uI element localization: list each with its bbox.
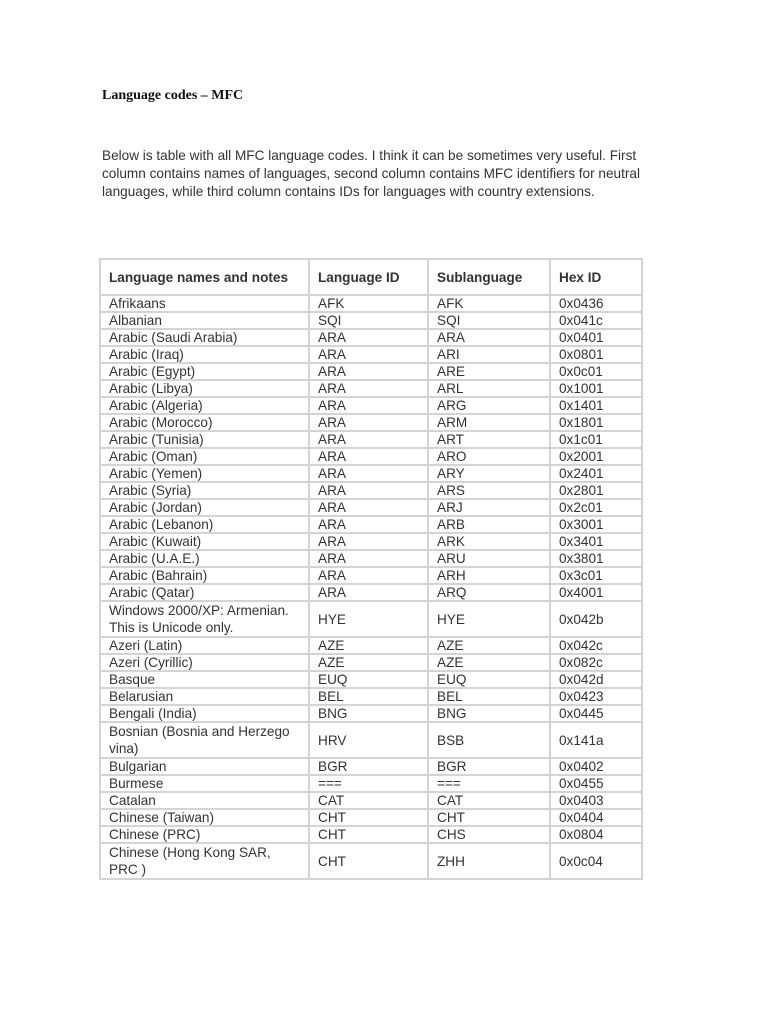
- cell-language-name: Catalan: [100, 792, 309, 809]
- cell-language-id: ARA: [309, 448, 428, 465]
- cell-language-id: BNG: [309, 705, 428, 722]
- cell-language-name: Burmese: [100, 775, 309, 792]
- cell-sublanguage: AZE: [428, 637, 550, 654]
- cell-language-id: ARA: [309, 363, 428, 380]
- table-row: [100, 671, 642, 688]
- cell-language-id: SQI: [309, 312, 428, 329]
- table-row: [100, 758, 642, 775]
- cell-language-id: AZE: [309, 654, 428, 671]
- cell-sublanguage: ARQ: [428, 584, 550, 601]
- column-header-language-id: Language ID: [309, 259, 428, 295]
- cell-language-name: Arabic (U.A.E.): [100, 550, 309, 567]
- intro-paragraph: Below is table with all MFC language codes. I think it can be sometimes very useful. First column contains names of languages, second column contains MFC identifiers for neutral languages, while third column contains IDs for languages with country extensions.: [102, 148, 640, 199]
- cell-language-id: ARA: [309, 414, 428, 431]
- cell-language-name: Arabic (Qatar): [100, 584, 309, 601]
- table-row: [100, 312, 642, 329]
- cell-hex-id: 0x1c01: [550, 431, 642, 448]
- cell-sublanguage: AZE: [428, 654, 550, 671]
- cell-language-id: ARA: [309, 465, 428, 482]
- column-header-hex-id: Hex ID: [550, 259, 642, 295]
- language-codes-table: [99, 258, 643, 880]
- cell-language-name: Bulgarian: [100, 758, 309, 775]
- cell-hex-id: 0x042b: [550, 601, 642, 637]
- table-row: [100, 448, 642, 465]
- table-row: [100, 431, 642, 448]
- cell-language-name: Arabic (Tunisia): [100, 431, 309, 448]
- table-row: [100, 843, 642, 879]
- cell-language-id: BGR: [309, 758, 428, 775]
- cell-sublanguage: ===: [428, 775, 550, 792]
- cell-hex-id: 0x0804: [550, 826, 642, 843]
- cell-language-id: ARA: [309, 533, 428, 550]
- cell-sublanguage: SQI: [428, 312, 550, 329]
- cell-language-id: CHT: [309, 809, 428, 826]
- cell-language-name: Azeri (Cyrillic): [100, 654, 309, 671]
- cell-language-id: HYE: [309, 601, 428, 637]
- cell-language-id: ARA: [309, 431, 428, 448]
- cell-sublanguage: ARK: [428, 533, 550, 550]
- table-row: [100, 414, 642, 431]
- cell-sublanguage: ARH: [428, 567, 550, 584]
- cell-sublanguage: ZHH: [428, 843, 550, 879]
- table-row: [100, 465, 642, 482]
- table-row: [100, 809, 642, 826]
- table-row: [100, 329, 642, 346]
- cell-language-name: Chinese (Hong Kong SAR, PRC ): [100, 843, 309, 879]
- cell-hex-id: 0x042c: [550, 637, 642, 654]
- cell-language-id: AZE: [309, 637, 428, 654]
- cell-sublanguage: BSB: [428, 722, 550, 758]
- cell-language-id: ARA: [309, 380, 428, 397]
- cell-hex-id: 0x082c: [550, 654, 642, 671]
- cell-language-id: CHT: [309, 843, 428, 879]
- table-row: [100, 499, 642, 516]
- cell-language-name: Azeri (Latin): [100, 637, 309, 654]
- cell-sublanguage: CHS: [428, 826, 550, 843]
- cell-hex-id: 0x0404: [550, 809, 642, 826]
- cell-language-name: Chinese (Taiwan): [100, 809, 309, 826]
- cell-language-id: CAT: [309, 792, 428, 809]
- cell-hex-id: 0x0c04: [550, 843, 642, 879]
- cell-sublanguage: ARI: [428, 346, 550, 363]
- table-row: [100, 637, 642, 654]
- cell-hex-id: 0x0445: [550, 705, 642, 722]
- cell-language-name: Afrikaans: [100, 295, 309, 312]
- cell-hex-id: 0x1401: [550, 397, 642, 414]
- cell-sublanguage: ARJ: [428, 499, 550, 516]
- table-row: [100, 775, 642, 792]
- cell-language-id: BEL: [309, 688, 428, 705]
- cell-sublanguage: BNG: [428, 705, 550, 722]
- table-header-row: [100, 259, 642, 295]
- cell-sublanguage: CHT: [428, 809, 550, 826]
- cell-language-id: ARA: [309, 584, 428, 601]
- cell-language-id: ARA: [309, 567, 428, 584]
- table-row: [100, 722, 642, 758]
- cell-language-name: Arabic (Bahrain): [100, 567, 309, 584]
- column-header-sublanguage: Sublanguage: [428, 259, 550, 295]
- cell-hex-id: 0x0801: [550, 346, 642, 363]
- table-row: [100, 550, 642, 567]
- cell-sublanguage: ARM: [428, 414, 550, 431]
- cell-language-name: Bengali (India): [100, 705, 309, 722]
- cell-language-name: Arabic (Libya): [100, 380, 309, 397]
- cell-language-name: Arabic (Morocco): [100, 414, 309, 431]
- cell-hex-id: 0x042d: [550, 671, 642, 688]
- cell-hex-id: 0x1001: [550, 380, 642, 397]
- cell-hex-id: 0x3801: [550, 550, 642, 567]
- table-row: [100, 826, 642, 843]
- cell-language-id: ARA: [309, 550, 428, 567]
- cell-language-id: ARA: [309, 329, 428, 346]
- cell-language-name: Basque: [100, 671, 309, 688]
- cell-language-name: Arabic (Yemen): [100, 465, 309, 482]
- table-row: [100, 295, 642, 312]
- cell-sublanguage: EUQ: [428, 671, 550, 688]
- cell-language-id: AFK: [309, 295, 428, 312]
- column-header-language-name: Language names and notes: [100, 259, 309, 295]
- table-row: [100, 567, 642, 584]
- cell-language-name: Windows 2000/XP: Armenian. This is Unicode only.: [100, 601, 309, 637]
- cell-language-name: Arabic (Saudi Arabia): [100, 329, 309, 346]
- cell-language-name: Belarusian: [100, 688, 309, 705]
- table-row: [100, 705, 642, 722]
- cell-language-name: Arabic (Jordan): [100, 499, 309, 516]
- cell-language-name: Arabic (Algeria): [100, 397, 309, 414]
- cell-hex-id: 0x1801: [550, 414, 642, 431]
- cell-hex-id: 0x041c: [550, 312, 642, 329]
- cell-hex-id: 0x0402: [550, 758, 642, 775]
- cell-hex-id: 0x0401: [550, 329, 642, 346]
- table-row: [100, 380, 642, 397]
- cell-hex-id: 0x3401: [550, 533, 642, 550]
- cell-sublanguage: ARA: [428, 329, 550, 346]
- cell-hex-id: 0x2001: [550, 448, 642, 465]
- cell-sublanguage: BEL: [428, 688, 550, 705]
- cell-language-name: Arabic (Oman): [100, 448, 309, 465]
- cell-language-name: Bosnian (Bosnia and Herzego vina): [100, 722, 309, 758]
- cell-hex-id: 0x0c01: [550, 363, 642, 380]
- cell-language-name: Arabic (Lebanon): [100, 516, 309, 533]
- cell-sublanguage: ARE: [428, 363, 550, 380]
- cell-hex-id: 0x0455: [550, 775, 642, 792]
- cell-language-name: Arabic (Kuwait): [100, 533, 309, 550]
- cell-language-name: Arabic (Syria): [100, 482, 309, 499]
- cell-hex-id: 0x3c01: [550, 567, 642, 584]
- cell-language-id: ARA: [309, 346, 428, 363]
- cell-sublanguage: ARS: [428, 482, 550, 499]
- cell-language-name: Arabic (Egypt): [100, 363, 309, 380]
- cell-language-id: ARA: [309, 499, 428, 516]
- cell-sublanguage: ARO: [428, 448, 550, 465]
- table-row: [100, 533, 642, 550]
- cell-hex-id: 0x0436: [550, 295, 642, 312]
- cell-hex-id: 0x3001: [550, 516, 642, 533]
- cell-sublanguage: ARY: [428, 465, 550, 482]
- cell-language-id: ARA: [309, 482, 428, 499]
- cell-sublanguage: BGR: [428, 758, 550, 775]
- cell-sublanguage: ARG: [428, 397, 550, 414]
- cell-sublanguage: AFK: [428, 295, 550, 312]
- cell-language-id: ===: [309, 775, 428, 792]
- table-row: [100, 397, 642, 414]
- cell-sublanguage: ARB: [428, 516, 550, 533]
- table-row: [100, 482, 642, 499]
- table-row: [100, 654, 642, 671]
- cell-hex-id: 0x141a: [550, 722, 642, 758]
- cell-language-name: Chinese (PRC): [100, 826, 309, 843]
- cell-sublanguage: ART: [428, 431, 550, 448]
- table-row: [100, 601, 642, 637]
- document-title: Language codes – MFC: [102, 88, 244, 103]
- cell-hex-id: 0x4001: [550, 584, 642, 601]
- cell-language-id: CHT: [309, 826, 428, 843]
- cell-hex-id: 0x0403: [550, 792, 642, 809]
- cell-sublanguage: ARL: [428, 380, 550, 397]
- cell-language-id: ARA: [309, 516, 428, 533]
- table-row: [100, 363, 642, 380]
- cell-sublanguage: ARU: [428, 550, 550, 567]
- cell-sublanguage: CAT: [428, 792, 550, 809]
- table-row: [100, 688, 642, 705]
- cell-hex-id: 0x2401: [550, 465, 642, 482]
- table-row: [100, 584, 642, 601]
- table-row: [100, 346, 642, 363]
- cell-hex-id: 0x2801: [550, 482, 642, 499]
- cell-language-id: HRV: [309, 722, 428, 758]
- table-row: [100, 792, 642, 809]
- cell-language-id: ARA: [309, 397, 428, 414]
- cell-hex-id: 0x0423: [550, 688, 642, 705]
- table-row: [100, 516, 642, 533]
- cell-language-name: Albanian: [100, 312, 309, 329]
- cell-hex-id: 0x2c01: [550, 499, 642, 516]
- cell-sublanguage: HYE: [428, 601, 550, 637]
- cell-language-id: EUQ: [309, 671, 428, 688]
- cell-language-name: Arabic (Iraq): [100, 346, 309, 363]
